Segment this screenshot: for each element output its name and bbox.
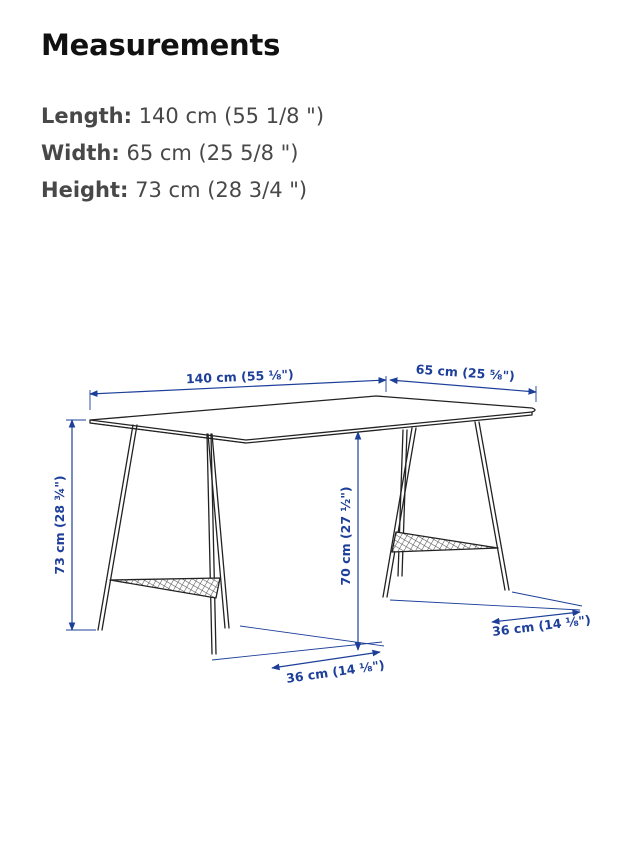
spec-width-value: 65 cm (25 5/8 ") (126, 141, 299, 165)
leg-depth-back-label: 36 cm (14 ⅛") (491, 612, 592, 640)
width-dimension-label: 65 cm (25 ⅝") (415, 361, 516, 384)
spec-height (41, 172, 324, 209)
page-title: Measurements (41, 28, 281, 62)
table-dimension-diagram (0, 340, 640, 700)
right-shelf (392, 532, 498, 552)
spec-length-value: 140 cm (55 1/8 ") (138, 104, 325, 128)
leg-depth-front-label: 36 cm (14 ⅛") (285, 657, 386, 686)
spec-height-value: 73 cm (28 3/4 ") (135, 178, 308, 202)
table-top (90, 396, 535, 440)
spec-width (41, 135, 324, 172)
right-trestle (383, 422, 509, 597)
spec-length-label: Length: (41, 104, 132, 128)
length-dimension-label: 140 cm (55 ⅛") (185, 366, 295, 387)
table-drawing (90, 396, 535, 654)
spec-length (41, 98, 324, 135)
height-dimension-label: 73 cm (28 ¾") (52, 475, 67, 575)
left-shelf (110, 578, 220, 598)
inner-height-dimension-label: 70 cm (27 ½") (338, 486, 353, 586)
measurements-list (41, 98, 324, 209)
left-trestle (98, 425, 229, 654)
spec-width-label: Width: (41, 141, 120, 165)
spec-height-label: Height: (41, 178, 129, 202)
